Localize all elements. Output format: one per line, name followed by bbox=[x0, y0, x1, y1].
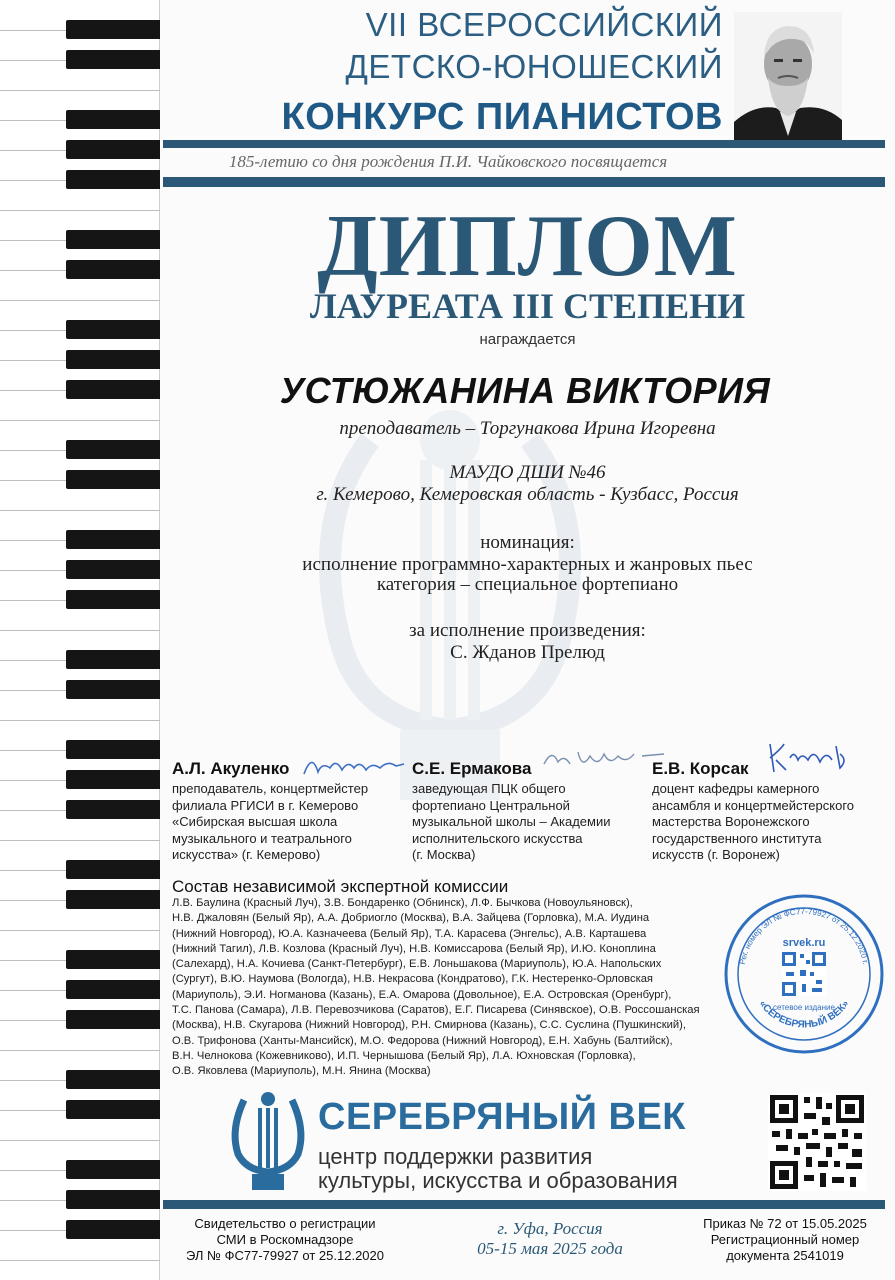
white-key-edge bbox=[0, 840, 160, 841]
registration-line: СМИ в Роскомнадзоре bbox=[216, 1232, 354, 1247]
jury-title-line: государственного института bbox=[652, 830, 822, 846]
school-location: г. Кемерово, Кемеровская область - Кузбасс, Россия bbox=[316, 484, 739, 505]
black-key bbox=[66, 890, 160, 909]
black-key bbox=[66, 320, 160, 339]
category-text: категория – специальное фортепиано bbox=[376, 574, 679, 595]
jury-title-line: музыкальной школы – Академии bbox=[412, 814, 611, 829]
brand-tagline-2: культуры, искусства и образования bbox=[318, 1168, 678, 1193]
publisher-stamp bbox=[722, 892, 886, 1056]
performance-label: за исполнение произведения: bbox=[409, 620, 646, 641]
black-key bbox=[66, 590, 160, 609]
tchaikovsky-portrait bbox=[734, 12, 842, 148]
order-line: Приказ № 72 от 15.05.2025 bbox=[703, 1216, 867, 1231]
black-key bbox=[66, 170, 160, 189]
order-line: Регистрационный номер bbox=[710, 1232, 860, 1247]
awarded-label: награждается bbox=[479, 331, 576, 348]
stamp-qr-icon bbox=[782, 952, 826, 996]
commission-title: Состав независимой экспертной комиссии bbox=[172, 877, 509, 896]
brand-tagline-1: центр поддержки развития bbox=[318, 1144, 593, 1169]
header-divider-top bbox=[163, 140, 885, 148]
black-key bbox=[66, 230, 160, 249]
stamp-name: «СЕРЕБРЯНЫЙ ВЕК» bbox=[756, 998, 852, 1031]
commission-line: Т.С. Панова (Самара), Л.В. Перевозчикова (Саратов), Е.Г. Писарева (Синявское), О.В. Россошанская bbox=[172, 1004, 700, 1017]
jury-title-line: искусств (г. Воронеж) bbox=[652, 847, 780, 862]
black-key bbox=[66, 980, 160, 999]
portrait-image bbox=[734, 12, 842, 148]
diploma-title: ДИПЛОМ bbox=[317, 198, 738, 295]
commission-line: (Нижний Тагил), Л.В. Козлова (Красный Луч), Н.В. Комиссарова (Белый Яр), И.Ю. Коноплина bbox=[172, 942, 656, 955]
commission-line: Н.В. Джаловян (Белый Яр), А.А. Добриогло (Москва), В.А. Зайцева (Горловка), М.А. Иудина bbox=[172, 912, 650, 925]
black-key bbox=[66, 800, 160, 819]
black-key bbox=[66, 50, 160, 69]
header-divider-bottom bbox=[163, 177, 885, 187]
qr-code-icon bbox=[768, 1093, 866, 1191]
black-key bbox=[66, 860, 160, 879]
registration-line: Свидетельство о регистрации bbox=[194, 1216, 376, 1231]
lyre-logo-icon bbox=[230, 1090, 306, 1194]
white-key-edge bbox=[0, 210, 160, 211]
white-key-edge bbox=[0, 720, 160, 721]
white-key-edge bbox=[0, 930, 160, 931]
white-key-edge bbox=[0, 420, 160, 421]
jury-member-1 bbox=[172, 758, 402, 864]
commission-line: (Москва), Н.В. Скугарова (Нижний Новгород), Р.Н. Смирнова (Казань), С.С. Суслина (Пушкинский), bbox=[172, 1019, 686, 1032]
commission-line: (Сургут), В.Ю. Наумова (Вологда), Н.В. Некрасова (Кондратово), Г.К. Нестеренко-Орловская bbox=[172, 973, 653, 986]
jury-title-line: исполнительского искусства bbox=[412, 830, 583, 846]
white-key-edge bbox=[0, 630, 160, 631]
jury-title-line: «Сибирская высшая школа bbox=[172, 814, 338, 829]
stamp-edition: сетевое издание bbox=[773, 1003, 835, 1012]
white-key-edge bbox=[0, 1050, 160, 1051]
contest-title-line1: VII ВСЕРОССИЙСКИЙ bbox=[365, 6, 723, 43]
jury-name: С.Е. Ермакова bbox=[412, 759, 532, 778]
registration-line: ЭЛ № ФС77-79927 от 25.12.2020 bbox=[185, 1248, 384, 1263]
white-key-edge bbox=[0, 300, 160, 301]
jury-name: А.Л. Акуленко bbox=[172, 759, 290, 778]
jury-title-line: искусства» (г. Кемерово) bbox=[172, 847, 321, 862]
stamp-site: srvek.ru bbox=[782, 937, 826, 949]
jury-title-line: мастерства Воронежского bbox=[652, 814, 810, 829]
footer-divider bbox=[163, 1200, 885, 1209]
black-key bbox=[66, 1070, 160, 1089]
event-place: г. Уфа, Россия bbox=[497, 1219, 603, 1238]
black-key bbox=[66, 110, 160, 129]
jury-member-3 bbox=[652, 758, 882, 864]
commission-line: В.Н. Челнокова (Кожевниково), И.П. Чернышова (Белый Яр), Л.А. Юхновская (Горловка), bbox=[172, 1049, 636, 1062]
black-key bbox=[66, 440, 160, 459]
order-info bbox=[680, 1216, 890, 1264]
black-key bbox=[66, 950, 160, 969]
commission-line: (Мариуполь), Э.И. Ногманова (Казань), Е.А. Омарова (Довольное), Е.А. Островская (Оренбург), bbox=[172, 988, 672, 1001]
jury-title-line: заведующая ПЦК общего bbox=[412, 781, 566, 796]
commission-line: О.В. Яковлева (Мариуполь), М.Н. Янина (Москва) bbox=[172, 1065, 431, 1078]
jury-title-line: доцент кафедры камерного bbox=[652, 781, 820, 796]
black-key bbox=[66, 140, 160, 159]
jury-title-line: филиала РГИСИ в г. Кемерово bbox=[172, 797, 359, 813]
media-registration bbox=[175, 1216, 395, 1264]
event-dates: 05-15 мая 2025 года bbox=[477, 1239, 623, 1258]
performed-piece: С. Жданов Прелюд bbox=[450, 642, 605, 663]
commission-line: (Салехард), Н.А. Кочиева (Санкт-Петербург), Е.В. Лоньшакова (Мариуполь), Ю.А. Напольских bbox=[172, 958, 662, 971]
jury-title-line: фортепиано Центральной bbox=[412, 797, 570, 813]
school-name: МАУДО ДШИ №46 bbox=[449, 462, 606, 483]
order-line: документа 2541019 bbox=[726, 1248, 844, 1263]
black-key bbox=[66, 560, 160, 579]
commission-line: Л.В. Баулина (Красный Луч), З.В. Бондаренко (Обнинск), Л.Ф. Бычкова (Новоульяновск), bbox=[172, 897, 633, 909]
white-key-edge bbox=[0, 1140, 160, 1141]
brand-name: СЕРЕБРЯНЫЙ ВЕК bbox=[318, 1096, 686, 1138]
laureate-degree: ЛАУРЕАТА III СТЕПЕНИ bbox=[309, 286, 746, 326]
black-key bbox=[66, 680, 160, 699]
jury-title-line: (г. Москва) bbox=[412, 847, 476, 862]
nomination-text: исполнение программно-характерных и жанровых пьес bbox=[302, 554, 753, 575]
black-key bbox=[66, 20, 160, 39]
commission-list bbox=[172, 896, 738, 1080]
black-key bbox=[66, 1190, 160, 1209]
nomination-label: номинация: bbox=[480, 532, 575, 553]
black-key bbox=[66, 380, 160, 399]
jury-title-line: ансамбля и концертмейстерского bbox=[652, 797, 855, 813]
white-key-edge bbox=[0, 1260, 160, 1261]
event-place-dates bbox=[435, 1219, 665, 1259]
black-key bbox=[66, 1220, 160, 1239]
contest-title-line3: КОНКУРС ПИАНИСТОВ bbox=[281, 96, 723, 138]
teacher-line: преподаватель – Торгунакова Ирина Игоревна bbox=[339, 418, 716, 439]
jury-title-line: преподаватель, концертмейстер bbox=[172, 781, 369, 796]
jury-name: Е.В. Корсак bbox=[652, 759, 749, 778]
jury-member-2 bbox=[412, 758, 642, 864]
black-key bbox=[66, 770, 160, 789]
piano-keyboard bbox=[0, 0, 160, 1280]
black-key bbox=[66, 1100, 160, 1119]
dedication-text: 185-летию со дня рождения П.И. Чайковского посвящается bbox=[228, 152, 668, 171]
black-key bbox=[66, 260, 160, 279]
black-key bbox=[66, 350, 160, 369]
black-key bbox=[66, 470, 160, 489]
contest-title-line2: ДЕТСКО-ЮНОШЕСКИЙ bbox=[345, 48, 723, 85]
black-key bbox=[66, 530, 160, 549]
commission-line: (Нижний Новгород), Ю.А. Казначеева (Белый Яр), Т.А. Карасева (Энгельс), А.В. Карташева bbox=[172, 927, 647, 940]
black-key bbox=[66, 1160, 160, 1179]
stamp-ring-text: Рег. номер ЭЛ № ФС77-79927 от 25.12.2020 г. bbox=[737, 906, 871, 966]
white-key-edge bbox=[0, 90, 160, 91]
black-key bbox=[66, 650, 160, 669]
commission-line: О.В. Трифонова (Ханты-Мансийск), М.О. Федорова (Нижний Новгород), Е.Н. Хабунь (Балтийск), bbox=[172, 1034, 673, 1047]
black-key bbox=[66, 740, 160, 759]
white-key-edge bbox=[0, 510, 160, 511]
black-key bbox=[66, 1010, 160, 1029]
recipient-name: УСТЮЖАНИНА ВИКТОРИЯ bbox=[279, 370, 771, 411]
jury-title-line: музыкального и театрального bbox=[172, 830, 352, 846]
